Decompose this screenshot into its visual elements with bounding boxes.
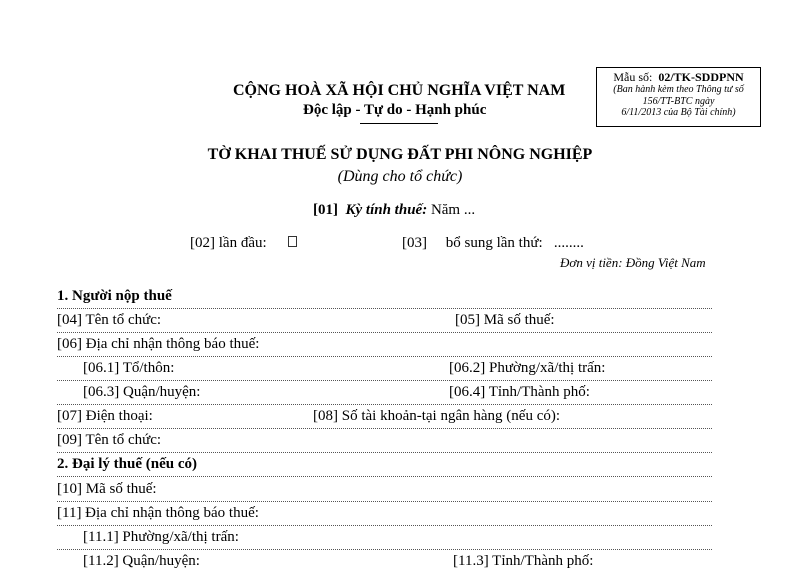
form-code-box	[596, 67, 761, 127]
supplement-value[interactable]: ........	[553, 235, 584, 251]
ward-field[interactable]: [06.2] Phường/xã/thị trấn:	[449, 360, 606, 376]
dotted-line	[57, 332, 712, 333]
supplement-label: bổ sung lần thứ:	[445, 235, 543, 251]
tax-period	[313, 202, 475, 219]
section1-heading: 1. Người nộp thuế	[57, 288, 172, 304]
form-code	[597, 70, 760, 84]
dotted-line	[57, 476, 712, 477]
district-field[interactable]: [06.3] Quận/huyện:	[83, 384, 201, 400]
agent-ward-field[interactable]: [11.1] Phường/xã/thị trấn:	[83, 529, 239, 545]
org-name-field[interactable]: [04] Tên tổ chức:	[57, 312, 162, 328]
first-declaration	[190, 235, 297, 252]
supplement-declaration	[402, 235, 584, 252]
form-code-label: Mẫu số:	[613, 70, 653, 84]
dotted-line	[57, 308, 712, 309]
form-subtitle: (Dùng cho tổ chức)	[337, 168, 463, 185]
dotted-line	[57, 501, 712, 502]
dotted-line	[57, 452, 712, 453]
tax-period-value: Năm ...	[430, 202, 476, 218]
hamlet-field[interactable]: [06.1] Tổ/thôn:	[83, 360, 175, 376]
first-declaration-label: [02] lần đầu:	[190, 235, 267, 251]
org-name2-field[interactable]: [09] Tên tổ chức:	[57, 432, 162, 448]
agent-tax-code-field[interactable]: [10] Mã số thuế:	[57, 481, 157, 497]
form-code-value: 02/TK-SDDPNN	[658, 70, 744, 84]
currency-note: Đơn vị tiền: Đồng Việt Nam	[560, 255, 706, 270]
tax-period-code: [01]	[313, 202, 338, 218]
bank-account-field[interactable]: [08] Số tài khoản-tại ngân hàng (nếu có):	[313, 408, 561, 424]
dotted-line	[57, 549, 712, 550]
supplement-code: [03]	[402, 235, 427, 251]
form-note-line3: 6/11/2013 của Bộ Tài chính)	[621, 107, 736, 118]
address-field: [06] Địa chỉ nhận thông báo thuế:	[57, 336, 260, 352]
form-note-line1: (Ban hành kèm theo Thông tư số	[613, 84, 744, 95]
agent-district-field[interactable]: [11.2] Quận/huyện:	[83, 553, 200, 569]
agent-province-field[interactable]: [11.3] Tỉnh/Thành phố:	[453, 553, 594, 569]
tax-code-field[interactable]: [05] Mã số thuế:	[455, 312, 555, 328]
motto: Độc lập - Tự do - Hạnh phúc	[303, 102, 487, 118]
form-note-line2: 156/TT-BTC ngày	[642, 95, 715, 107]
section2-heading: 2. Đại lý thuế (nếu có)	[57, 456, 197, 472]
dotted-line	[57, 428, 712, 429]
dotted-line	[57, 380, 712, 381]
phone-field[interactable]: [07] Điện thoại:	[57, 408, 153, 424]
motto-underline	[360, 123, 438, 124]
dotted-line	[57, 525, 712, 526]
nation-heading: CỘNG HOÀ XÃ HỘI CHỦ NGHĨA VIỆT NAM	[233, 82, 566, 99]
tax-period-label: Kỳ tính thuế:	[345, 202, 428, 218]
dotted-line	[57, 404, 712, 405]
dotted-line	[57, 356, 712, 357]
first-declaration-checkbox[interactable]	[288, 236, 297, 247]
agent-address-field: [11] Địa chỉ nhận thông báo thuế:	[57, 505, 259, 521]
form-title: TỜ KHAI THUẾ SỬ DỤNG ĐẤT PHI NÔNG NGHIỆP	[207, 146, 593, 163]
province-field[interactable]: [06.4] Tỉnh/Thành phố:	[449, 384, 590, 400]
